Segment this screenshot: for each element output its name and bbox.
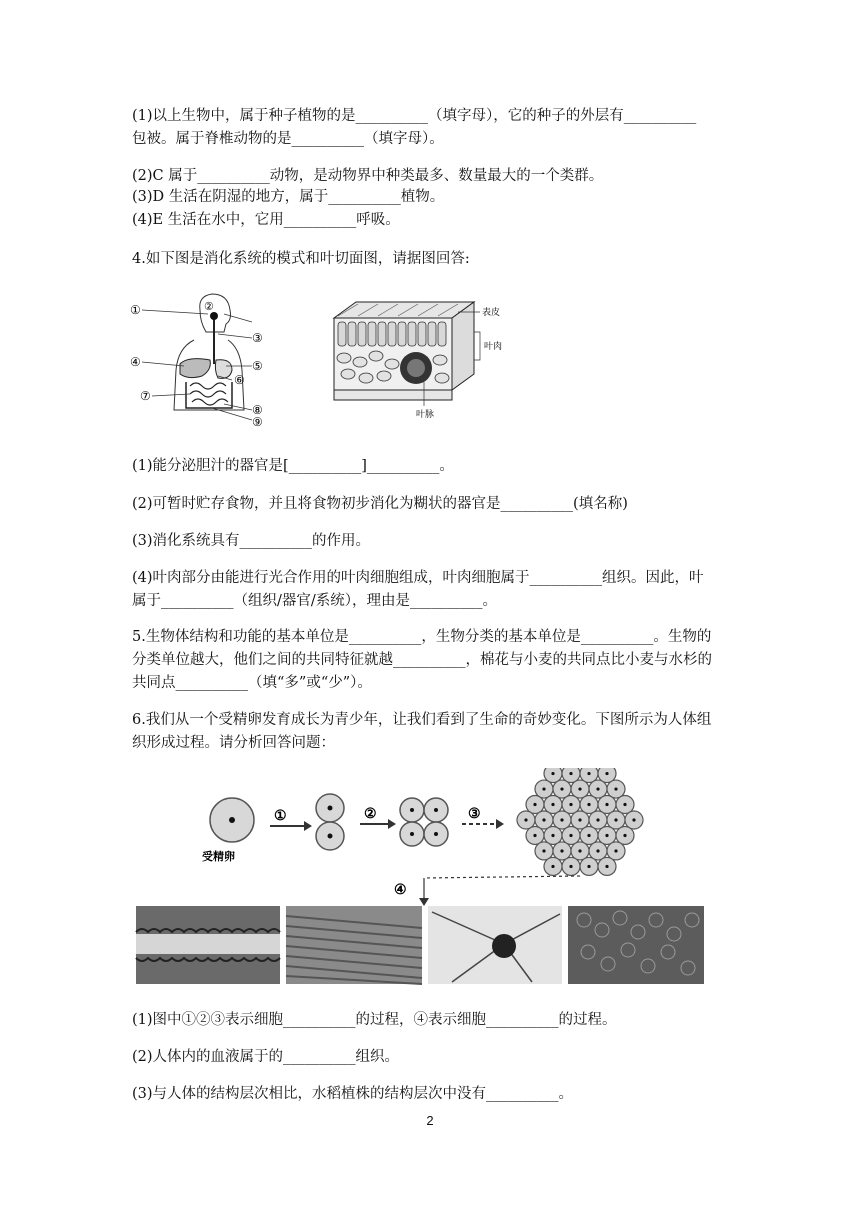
label-mesophyll: 叶肉: [484, 342, 503, 352]
cell-nucleus: [605, 772, 608, 775]
q4-part4-line1: (4)叶肉部分由能进行光合作用的叶肉细胞组成，叶肉细胞属于__________组织。因此，叶: [132, 570, 704, 586]
label-3: ③: [252, 331, 263, 345]
step-1-label: ①: [274, 808, 287, 824]
label-9: ⑨: [252, 415, 263, 429]
cell-nucleus: [623, 803, 626, 806]
cell-nucleus: [551, 834, 554, 837]
q4-title: 4.如下图是消化系统的模式和叶切面图，请据图回答:: [132, 251, 470, 267]
q4-part3: (3)消化系统具有__________的作用。: [132, 533, 371, 549]
q3-part1-line2: 包被。属于脊椎动物的是__________（填字母）。: [132, 131, 444, 147]
tissue-formation-figure: [132, 768, 712, 988]
cell-nucleus: [569, 865, 572, 868]
q6-line2: 织形成过程。请分析回答问题：: [132, 735, 335, 751]
label-8: ⑧: [252, 403, 263, 417]
cell-nucleus: [569, 772, 572, 775]
cell-nucleus: [587, 865, 590, 868]
connective-tissue-photo: [568, 906, 704, 984]
label-7: ⑦: [140, 389, 151, 403]
cell-nucleus: [542, 787, 545, 790]
q3-part3: (3)D 生活在阴湿的地方，属于__________植物。: [132, 189, 445, 205]
nerve-tissue-photo: [428, 906, 562, 984]
cell-nucleus: [632, 818, 635, 821]
q3-part1-line1: (1)以上生物中，属于种子植物的是__________（填字母），它的种子的外层有__________: [132, 108, 697, 124]
cell-nucleus: [551, 865, 554, 868]
cell-nucleus: [587, 834, 590, 837]
label-4: ④: [130, 355, 141, 369]
cell-nucleus: [569, 803, 572, 806]
q4-part2: (2)可暂时贮存食物，并且将食物初步消化为糊状的器官是__________(填名称): [132, 496, 628, 512]
q3-part4: (4)E 生活在水中，它用__________呼吸。: [132, 212, 400, 228]
q5-line2: 分类单位越大，他们之间的共同特征就越__________，棉花与小麦的共同点比小麦与水杉的: [132, 652, 712, 668]
cell-nucleus: [551, 772, 554, 775]
q6-part1: (1)图中①②③表示细胞__________的过程，④表示细胞__________的过程。: [132, 1012, 617, 1028]
label-6: ⑥: [234, 373, 245, 387]
cell-nucleus: [560, 818, 563, 821]
step-3-label: ③: [468, 806, 481, 822]
cell-nucleus: [542, 818, 545, 821]
q4-part4-line2: 属于__________（组织/器官/系统），理由是__________。: [132, 593, 498, 609]
epithelial-tissue-photo: [136, 906, 280, 984]
q5-line1: 5.生物体结构和功能的基本单位是__________，生物分类的基本单位是__________。生物的: [132, 629, 712, 645]
cell-nucleus: [605, 865, 608, 868]
cell-nucleus: [605, 834, 608, 837]
label-1: ①: [130, 303, 141, 317]
q5-line3: 共同点__________（填“多”或“少”）。: [132, 675, 372, 691]
cell-nucleus: [578, 787, 581, 790]
cell-nucleus: [542, 849, 545, 852]
label-epidermis: 表皮: [482, 308, 501, 318]
cell-nucleus: [551, 803, 554, 806]
q6-line1: 6.我们从一个受精卵发育成长为青少年，让我们看到了生命的奇妙变化。下图所示为人体组: [132, 712, 712, 728]
muscle-tissue-photo: [286, 906, 422, 984]
cell-nucleus: [578, 849, 581, 852]
step-4-label: ④: [394, 882, 407, 898]
cell-nucleus: [605, 803, 608, 806]
cell-nucleus: [623, 834, 626, 837]
q3-part2: (2)C 属于__________动物，是动物界中种类最多、数量最大的一个类群。: [132, 168, 604, 184]
cell-nucleus: [560, 849, 563, 852]
cell-nucleus: [596, 787, 599, 790]
label-vein: 叶脉: [416, 410, 435, 420]
cell-nucleus: [614, 849, 617, 852]
cell-nucleus: [533, 803, 536, 806]
q6-part3: (3)与人体的结构层次相比，水稻植株的结构层次中没有__________。: [132, 1086, 574, 1102]
cell-nucleus: [578, 818, 581, 821]
cell-nucleus: [614, 787, 617, 790]
cell-nucleus: [569, 834, 572, 837]
cell-nucleus: [596, 849, 599, 852]
label-2: ②: [204, 300, 214, 313]
cell-nucleus: [614, 818, 617, 821]
cell-nucleus: [524, 818, 527, 821]
cell-nucleus: [587, 772, 590, 775]
cell-nucleus: [533, 834, 536, 837]
label-5: ⑤: [252, 359, 263, 373]
page-number: 2: [426, 1113, 434, 1128]
cell-nucleus: [596, 818, 599, 821]
q4-part1: (1)能分泌胆汁的器官是[__________]__________。: [132, 458, 454, 474]
label-fertilized-egg: 受精卵: [202, 850, 235, 863]
leaf-cross-section-figure: [308, 296, 520, 420]
cell-nucleus: [560, 787, 563, 790]
step-2-label: ②: [364, 806, 377, 822]
cell-nucleus: [587, 803, 590, 806]
digestive-system-figure: [128, 290, 268, 430]
q6-part2: (2)人体内的血液属于的__________组织。: [132, 1049, 400, 1065]
